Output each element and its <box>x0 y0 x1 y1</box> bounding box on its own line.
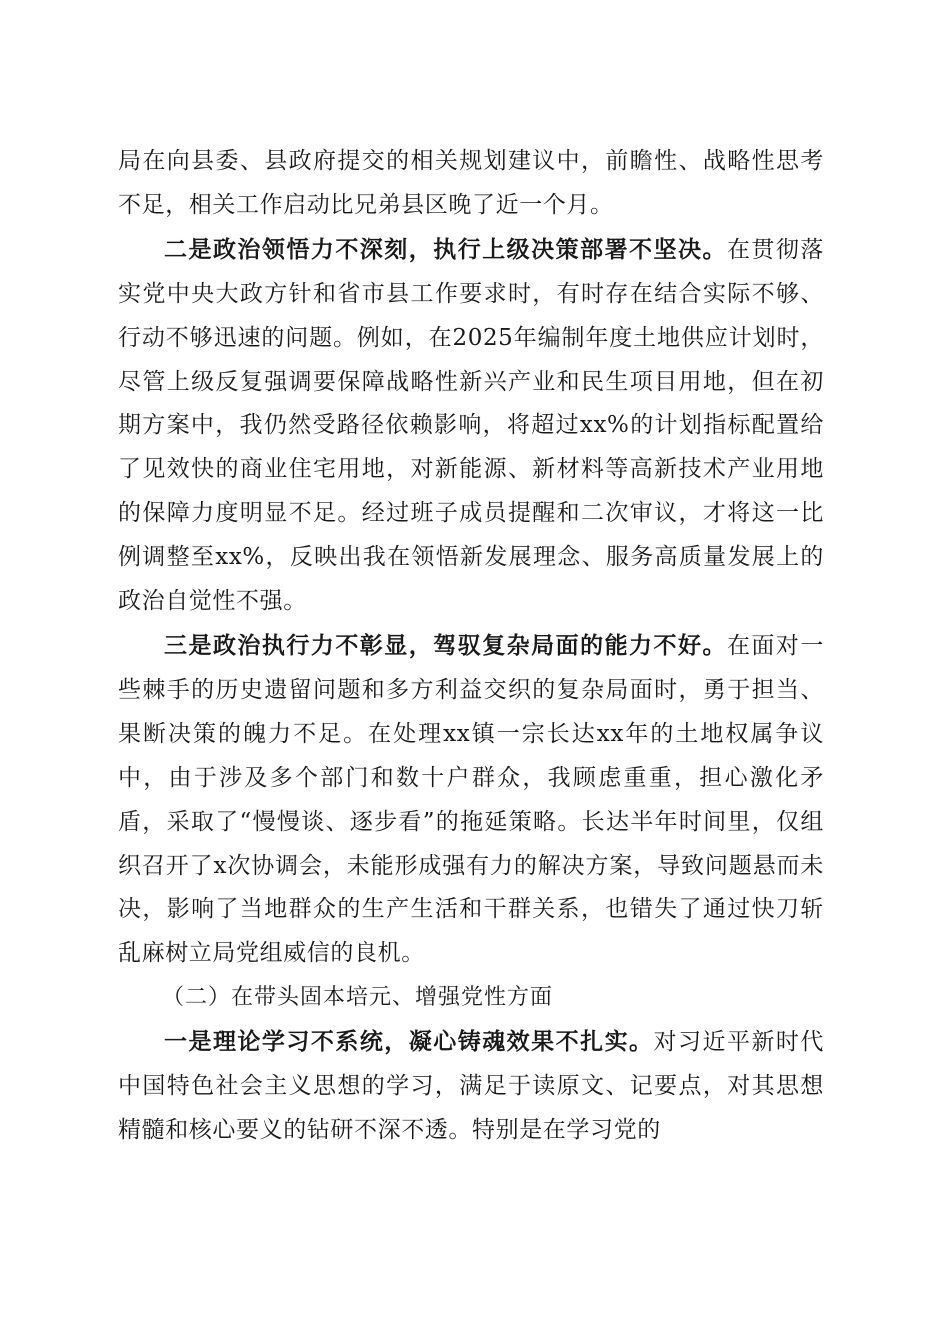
paragraph-lead-sentence: 二是政治领悟力不深刻，执行上级决策部署不坚决。 <box>164 235 727 263</box>
paragraph-political-execution <box>118 624 824 976</box>
paragraph-text: 在贯彻落实党中央大政方针和省市县工作要求时，有时存在结合实际不够、行动不够迅速的问题。例如，在2025年编制年度土地供应计划时，尽管上级反复强调要保障战略性新兴产业和民生项目用地，但在初期方案中，我仍然受路径依赖影响，将超过xx%的计划指标配置给了见效快的商业住宅用地，对新能源、新材料等高新技术产业用地的保障力度明显不足。经过班子成员提醒和二次审议，才将这一比例调整至xx%，反映出我在领悟新发展理念、服务高质量发展上的政治自觉性不强。 <box>118 236 824 615</box>
paragraph-continuation <box>118 140 824 228</box>
paragraph-lead-sentence: 一是理论学习不系统，凝心铸魂效果不扎实。 <box>164 1028 654 1056</box>
paragraph-text: 对习近平新时代中国特色社会主义思想的学习，满足于读原文、记要点，对其思想精髓和核心要义的钻研不深不透。特别是在学习党的 <box>118 1029 825 1143</box>
paragraph-political-comprehension <box>118 228 824 624</box>
paragraph-theory-study <box>118 1020 824 1153</box>
paragraph-text: 在面对一些棘手的历史遗留问题和多方利益交织的复杂局面时，勇于担当、果断决策的魄力不足。在处理xx镇一宗长达xx年的土地权属争议中，由于涉及多个部门和数十户群众，我顾虑重重，担心激化矛盾，采取了“慢慢谈、逐步看”的拖延策略。长达半年时间里，仅组织召开了x次协调会，未能形成强有力的解决方案，导致问题悬而未决，影响了当地群众的生产生活和干群关系，也错失了通过快刀斩乱麻树立局党组威信的良机。 <box>118 632 824 967</box>
paragraph-lead-sentence: 三是政治执行力不彰显，驾驭复杂局面的能力不好。 <box>164 631 727 659</box>
section-heading: （二）在带头固本培元、增强党性方面 <box>162 985 554 1011</box>
paragraph-text: 局在向县委、县政府提交的相关规划建议中，前瞻性、战略性思考不足，相关工作启动比兄弟县区晚了近一个月。 <box>118 148 824 218</box>
document-body <box>118 140 824 1153</box>
